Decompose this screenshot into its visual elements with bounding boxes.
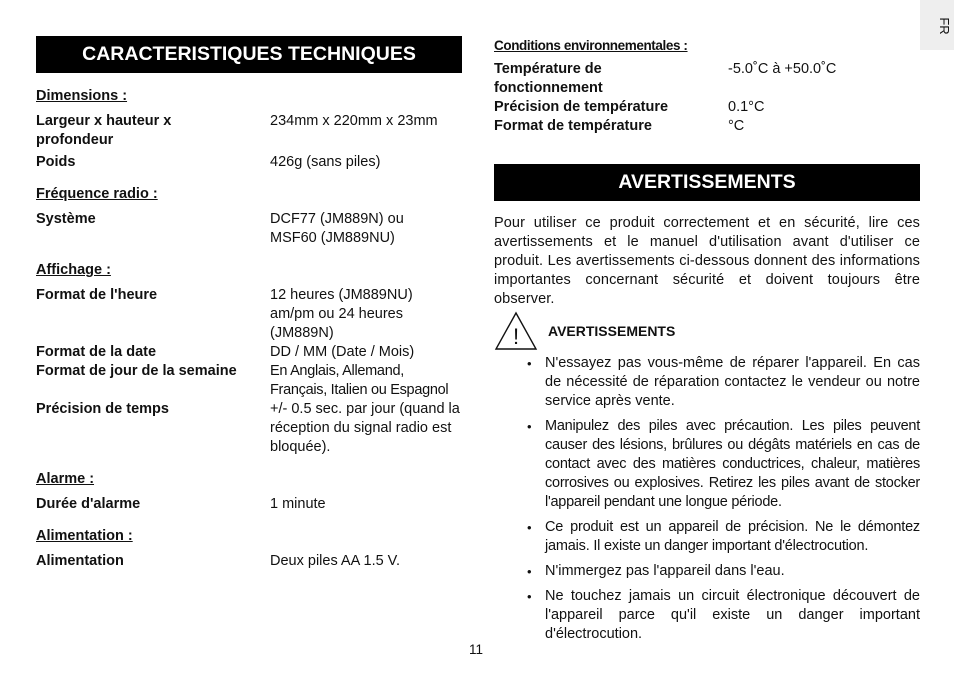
- weight-value: 426g (sans piles): [270, 154, 381, 170]
- temp-format-label: Format de température: [494, 118, 652, 134]
- conditions-heading: Conditions environnementales :: [494, 38, 688, 53]
- size-value: 234mm x 220mm x 23mm: [270, 113, 438, 129]
- time-precision-label: Précision de temps: [36, 401, 169, 417]
- operating-temp-label: Température de fonctionnement: [494, 61, 603, 96]
- radio-heading: Fréquence radio :: [36, 186, 158, 202]
- specs-title-banner: [36, 36, 462, 73]
- warnings-list: [527, 354, 920, 644]
- power-label: Alimentation: [36, 553, 124, 569]
- warning-item-text: Manipulez des piles avec précaution. Les piles peuvent causer des lésions, brûlures ou dégâts matériels en cas de contact avec des matières conductrices, chaleur, matières corrosives ou explosives. Retirez les piles avant de stocker l'appareil pendant une longue période.: [545, 418, 920, 510]
- page-number: 11: [469, 642, 484, 657]
- weight-label: Poids: [36, 154, 76, 170]
- display-heading: Affichage :: [36, 262, 111, 278]
- alarm-duration-label: Durée d'alarme: [36, 496, 141, 512]
- bullet-icon: •: [527, 356, 532, 371]
- warning-triangle-icon: [494, 311, 538, 351]
- warning-item-text: Ne touchez jamais un circuit électronique découvert de l'appareil parce qu'il existe un danger important d'électrocution.: [545, 588, 920, 642]
- alarm-duration-value: 1 minute: [270, 496, 326, 512]
- power-value: Deux piles AA 1.5 V.: [270, 553, 401, 569]
- system-label: Système: [36, 211, 96, 227]
- warnings-title-banner: [494, 164, 920, 201]
- warning-item: [527, 587, 920, 644]
- dimensions-heading: Dimensions :: [36, 88, 128, 104]
- weekday-format-label: Format de jour de la semaine: [36, 363, 237, 379]
- size-label: Largeur x hauteur x profondeur: [36, 113, 172, 148]
- system-value: DCF77 (JM889N) ou MSF60 (JM889NU): [270, 211, 404, 246]
- power-heading: Alimentation :: [36, 528, 133, 544]
- date-format-label: Format de la date: [36, 344, 157, 360]
- time-precision-value: +/- 0.5 sec. par jour (quand la réception du signal radio est bloquée).: [270, 401, 460, 455]
- alarm-heading: Alarme :: [36, 471, 95, 487]
- warnings-intro: Pour utiliser ce produit correctement et en sécurité, lire ces avertissements et le manuel d'utilisation avant d'utiliser ce produit. Les avertissements ci-dessous donnent des informations importantes concernant sécurité et doivent toujours être observer.: [494, 215, 920, 307]
- temp-precision-value: 0.1°C: [728, 99, 765, 115]
- warning-item-text: N'immergez pas l'appareil dans l'eau.: [545, 563, 785, 579]
- warning-item: [527, 562, 920, 581]
- bullet-icon: •: [527, 520, 532, 535]
- warning-item-text: N'essayez pas vous-même de réparer l'appareil. En cas de nécessité de réparation contactez le vendeur ou notre service après vente.: [545, 355, 920, 409]
- hour-format-label: Format de l'heure: [36, 287, 158, 303]
- temp-precision-label: Précision de température: [494, 99, 669, 115]
- temp-format-value: °C: [728, 118, 745, 134]
- svg-text:!: !: [512, 324, 520, 349]
- bullet-icon: •: [527, 419, 532, 434]
- warnings-subheading: AVERTISSEMENTS: [548, 323, 676, 339]
- hour-format-value: 12 heures (JM889NU) am/pm ou 24 heures (JM889N): [270, 287, 413, 341]
- warning-item: [527, 354, 920, 411]
- warning-item: [527, 417, 920, 512]
- specs-title: CARACTERISTIQUES TECHNIQUES: [82, 43, 416, 65]
- bullet-icon: •: [527, 589, 532, 604]
- operating-temp-value: -5.0˚C à +50.0˚C: [728, 61, 837, 77]
- bullet-icon: •: [527, 564, 532, 579]
- warnings-title: AVERTISSEMENTS: [618, 171, 796, 193]
- warning-item-text: Ce produit est un appareil de précision. Ne le démontez jamais. Il existe un danger important d'électrocution.: [545, 519, 920, 554]
- weekday-format-value: En Anglais, Allemand, Français, Italien ou Espagnol: [270, 363, 449, 398]
- warning-item: [527, 518, 920, 556]
- date-format-value: DD / MM (Date / Mois): [270, 344, 415, 360]
- language-tab-label: FR: [937, 17, 952, 35]
